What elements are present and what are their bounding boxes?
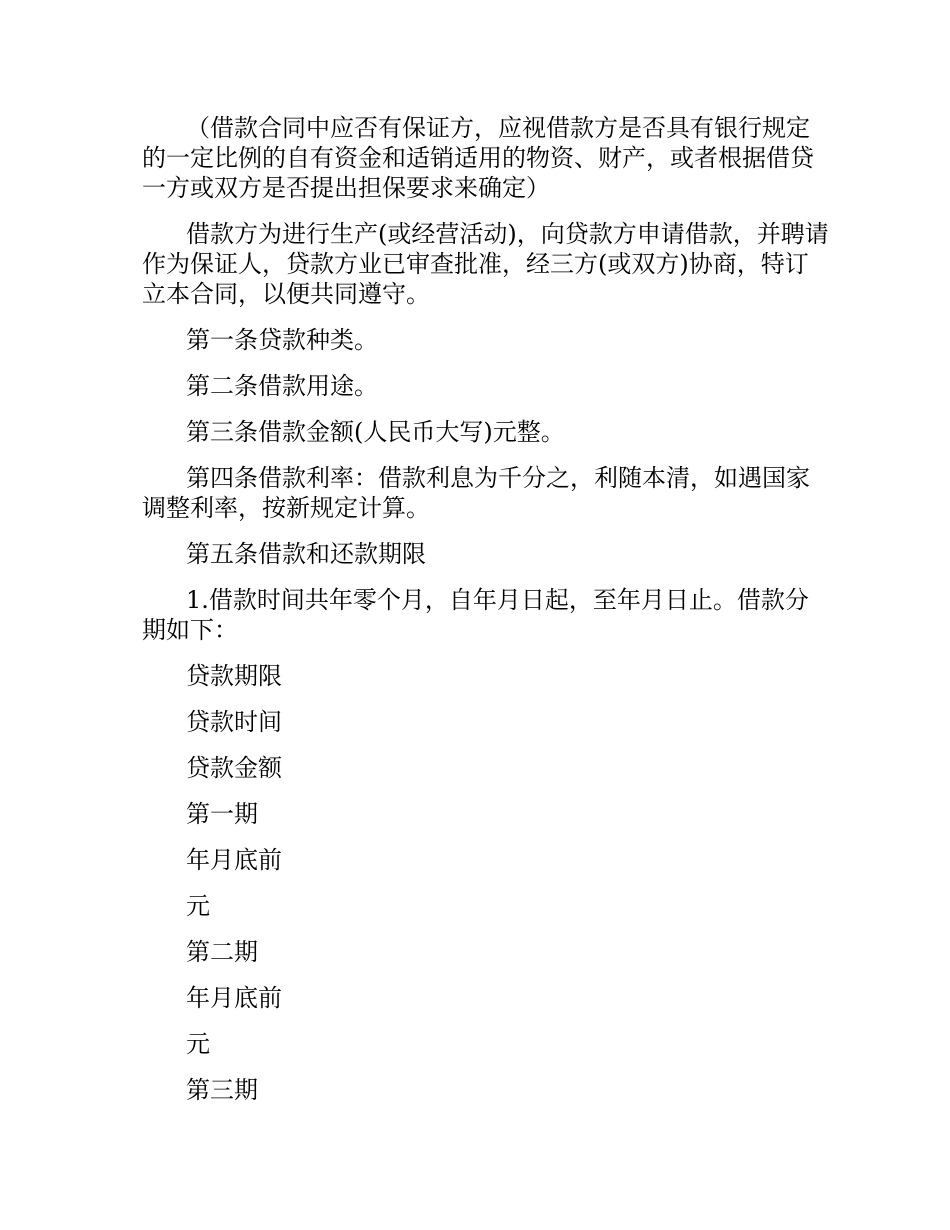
article-1-loan-type: 第一条贷款种类。 (186, 326, 378, 354)
document-body (142, 113, 832, 1121)
article-3-loan-amount: 第三条借款金额(人民币大写)元整。 (186, 418, 565, 446)
schedule-header-term: 贷款期限 (186, 662, 282, 690)
article-5-item-1: 1.借款时间共年零个月，自年月日起，至年月日止。借款分期如下： (142, 586, 809, 644)
schedule-period-3: 第三期 (186, 1076, 258, 1104)
schedule-period-2-amount: 元 (186, 1030, 210, 1058)
preamble-paragraph: 借款方为进行生产(或经营活动)，向贷款方申请借款，并聘请作为保证人，贷款方业已审查批准，经三方(或双方)协商，特订立本合同，以便共同遵守。 (142, 220, 829, 308)
schedule-header-amount: 贷款金额 (186, 754, 282, 782)
schedule-period-1-amount: 元 (186, 892, 210, 920)
schedule-period-2: 第二期 (186, 938, 258, 966)
schedule-period-1-time: 年月底前 (186, 846, 282, 874)
article-5-heading: 第五条借款和还款期限 (186, 540, 426, 568)
schedule-header-time: 贷款时间 (186, 708, 282, 736)
guarantor-note-paragraph: （借款合同中应否有保证方，应视借款方是否具有银行规定的一定比例的自有资金和适销适用的物资、财产，或者根据借贷一方或双方是否提出担保要求来确定） (142, 114, 814, 202)
schedule-period-1: 第一期 (186, 800, 258, 828)
article-4-interest-rate: 第四条借款利率：借款利息为千分之，利随本清，如遇国家调整利率，按新规定计算。 (142, 464, 810, 522)
schedule-period-2-time: 年月底前 (186, 984, 282, 1012)
article-2-loan-purpose: 第二条借款用途。 (186, 372, 378, 400)
